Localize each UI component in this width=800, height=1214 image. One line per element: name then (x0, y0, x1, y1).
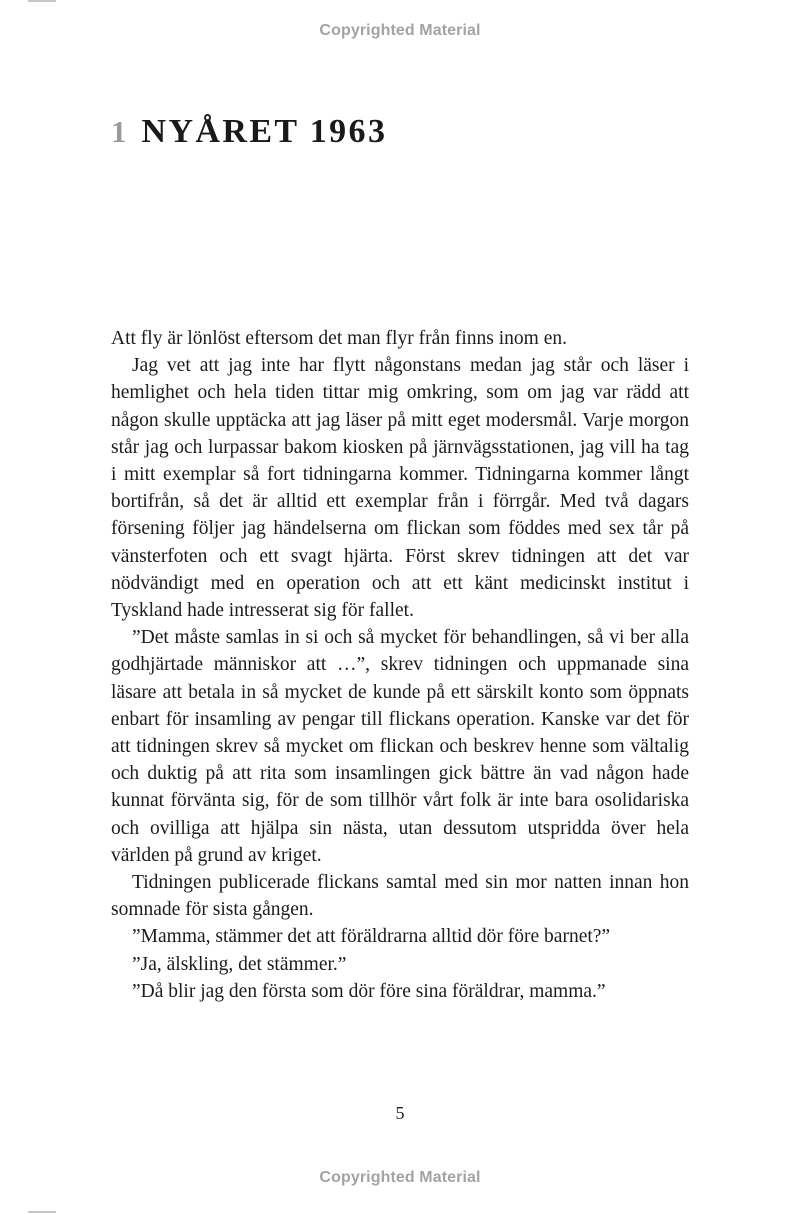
dialogue-line: ”Då blir jag den första som dör före sina föräldrar, mamma.” (132, 980, 606, 1002)
dialogue-line: ”Mamma, stämmer det att föräldrarna alltid dör före barnet?” (132, 926, 611, 948)
crop-mark-bottom (28, 1211, 56, 1213)
copyright-watermark-bottom: Copyrighted Material (319, 1169, 481, 1186)
paragraph: ”Det måste samlas in si och så mycket för behandlingen, så vi ber alla godhjärtade människor att …”, skrev tidningen och uppmanade sina läsare att betala in så mycket de kunde på ett särskilt konto som öppnats enbart för insamling av pengar till flickans operation. Kanske var det för att tidningen skrev så mycket om flickan och beskrev henne som vältalig och duktig på att rita som insamlingen gick bättre än vad någon hade kunnat förvänta sig, för de som tillhör vårt folk är inte bara osolidariska och ovilliga att hjälpa sin nästa, utan dessutom utspridda över hela världen på grund av kriget. (111, 627, 689, 866)
chapter-title: NYÅRET 1963 (141, 113, 388, 150)
copyright-watermark-top: Copyrighted Material (319, 22, 481, 39)
chapter-heading (111, 110, 387, 160)
crop-mark-top (28, 0, 56, 2)
chapter-number: 1 (111, 114, 128, 149)
page-number: 5 (395, 1103, 405, 1123)
chapter-body (111, 325, 689, 1005)
paragraph: Jag vet att jag inte har flytt någonstans medan jag står och läser i hemlighet och hela tiden tittar mig omkring, som om jag var rädd att någon skulle upptäcka att jag läser på mitt eget modersmål. Varje morgon står jag och lurpassar bakom kiosken på järnvägsstationen, jag vill ha tag i mitt exemplar så fort tidningarna kommer. Tidningarna kommer långt bortifrån, så det är alltid ett exemplar från i förrgår. Med två dagars försening följer jag händelserna om flickan som föddes med sex tår på vänsterfoten och ett svagt hjärta. Först skrev tidningen att det var nödvändigt med en operation och att ett känt medicinskt institut i Tyskland hade intresserat sig för fallet. (111, 355, 689, 622)
dialogue-line: ”Ja, älskling, det stämmer.” (132, 953, 347, 975)
paragraph-opening: Att fly är lönlöst eftersom det man flyr från finns inom en. (111, 328, 567, 349)
paragraph: Tidningen publicerade flickans samtal med sin mor natten innan hon somnade för sista gången. (111, 872, 689, 921)
